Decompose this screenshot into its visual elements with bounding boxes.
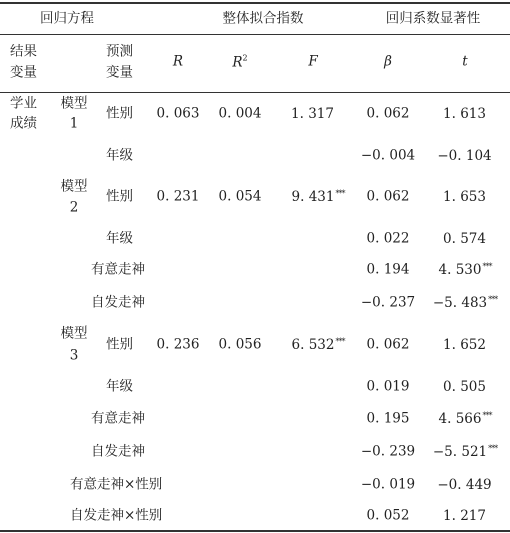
col-header-outcome-line1: 结果 bbox=[10, 43, 37, 60]
beta-value: 0. 019 bbox=[366, 378, 410, 395]
predictor-label: 有意走神 bbox=[91, 261, 145, 278]
t-number: −5. 483 bbox=[432, 294, 488, 311]
col-header-R2 bbox=[232, 54, 247, 70]
t-value bbox=[437, 478, 492, 493]
outcome-label-line1: 学业 bbox=[10, 95, 37, 112]
t-number: 1. 652 bbox=[443, 336, 486, 353]
t-value bbox=[433, 296, 497, 311]
col-header-R2-base: R bbox=[232, 54, 243, 71]
beta-value: 0. 194 bbox=[366, 261, 410, 278]
outcome-label-line2: 成绩 bbox=[10, 115, 37, 132]
t-number: 4. 530 bbox=[438, 261, 482, 278]
t-number: −0. 104 bbox=[437, 147, 492, 164]
model-F-value bbox=[291, 107, 335, 122]
predictor-label: 自发走神 bbox=[91, 443, 145, 460]
predictor-label: 性别 bbox=[106, 188, 133, 205]
predictor-label: 性别 bbox=[106, 336, 133, 353]
beta-value: −0. 239 bbox=[360, 443, 416, 460]
t-number: 0. 574 bbox=[443, 230, 486, 247]
t-value bbox=[443, 338, 487, 353]
col-header-F: F bbox=[308, 53, 318, 70]
t-number: 0. 505 bbox=[443, 378, 486, 395]
beta-value: −0. 019 bbox=[360, 476, 416, 493]
predictor-label: 年级 bbox=[106, 230, 133, 247]
model-R-value: 0. 236 bbox=[156, 336, 200, 353]
beta-value: −0. 004 bbox=[360, 147, 416, 164]
t-value bbox=[437, 149, 492, 164]
t-value bbox=[443, 107, 487, 122]
t-number: 1. 217 bbox=[443, 507, 486, 524]
beta-value: 0. 052 bbox=[366, 507, 410, 524]
model-label: 模型 bbox=[60, 95, 88, 112]
F-number: 6. 532 bbox=[291, 336, 335, 353]
t-significance: *** bbox=[482, 261, 492, 271]
t-number: −5. 521 bbox=[432, 443, 488, 460]
t-value bbox=[443, 190, 487, 205]
model-R2-value: 0. 056 bbox=[218, 336, 262, 353]
t-number: 4. 566 bbox=[438, 410, 482, 427]
beta-value: 0. 062 bbox=[366, 105, 410, 122]
predictor-label: 自发走神 bbox=[91, 294, 145, 311]
beta-value: −0. 237 bbox=[360, 294, 416, 311]
t-value bbox=[443, 232, 487, 247]
model-R2-value: 0. 054 bbox=[218, 188, 262, 205]
beta-value: 0. 062 bbox=[366, 188, 410, 205]
model-R-value: 0. 231 bbox=[156, 188, 200, 205]
group-header-coefficient-significance: 回归系数显著性 bbox=[385, 10, 481, 27]
col-header-R2-superscript: 2 bbox=[242, 53, 248, 63]
predictor-label: 有意走神 bbox=[91, 410, 145, 427]
col-header-predictor-line1: 预测 bbox=[106, 43, 133, 60]
F-significance: *** bbox=[335, 188, 345, 198]
col-header-beta: β bbox=[384, 53, 392, 70]
F-number: 1. 317 bbox=[291, 105, 334, 122]
t-number: 1. 653 bbox=[443, 188, 486, 205]
t-value bbox=[443, 380, 487, 395]
model-number: 1 bbox=[69, 115, 79, 132]
model-label: 模型 bbox=[60, 178, 88, 195]
model-number: 2 bbox=[69, 199, 79, 216]
beta-value: 0. 022 bbox=[366, 230, 410, 247]
beta-value: 0. 195 bbox=[366, 410, 410, 427]
model-number: 3 bbox=[69, 347, 79, 364]
F-number: 9. 431 bbox=[291, 188, 335, 205]
beta-value: 0. 062 bbox=[366, 336, 410, 353]
predictor-label: 自发走神×性别 bbox=[70, 507, 163, 524]
model-F-value bbox=[292, 338, 345, 353]
top-rule bbox=[0, 2, 510, 4]
t-number: 1. 613 bbox=[443, 105, 486, 122]
group-header-rule bbox=[0, 34, 510, 35]
t-value bbox=[433, 445, 497, 460]
col-header-t: t bbox=[462, 53, 468, 70]
model-label: 模型 bbox=[60, 325, 88, 342]
predictor-label: 有意走神×性别 bbox=[70, 476, 163, 493]
predictor-label: 性别 bbox=[106, 105, 133, 122]
col-header-R: R bbox=[172, 53, 184, 70]
model-R2-value: 0. 004 bbox=[218, 105, 262, 122]
group-header-model-fit: 整体拟合指数 bbox=[222, 10, 304, 27]
t-number: −0. 449 bbox=[437, 476, 492, 493]
group-header-regression-equation: 回归方程 bbox=[40, 10, 94, 27]
t-significance: *** bbox=[482, 410, 492, 420]
predictor-label: 年级 bbox=[106, 147, 133, 164]
model-F-value bbox=[292, 190, 345, 205]
t-value bbox=[443, 509, 487, 524]
predictor-label: 年级 bbox=[106, 378, 133, 395]
col-header-predictor-line2: 变量 bbox=[106, 64, 133, 81]
model-R-value: 0. 063 bbox=[156, 105, 200, 122]
bottom-rule bbox=[0, 530, 510, 532]
F-significance: *** bbox=[335, 336, 345, 346]
header-bottom-rule bbox=[0, 92, 510, 93]
t-significance: *** bbox=[488, 294, 498, 304]
t-value bbox=[439, 263, 492, 278]
t-significance: *** bbox=[488, 443, 498, 453]
col-header-outcome-line2: 变量 bbox=[10, 64, 37, 81]
t-value bbox=[439, 412, 492, 427]
